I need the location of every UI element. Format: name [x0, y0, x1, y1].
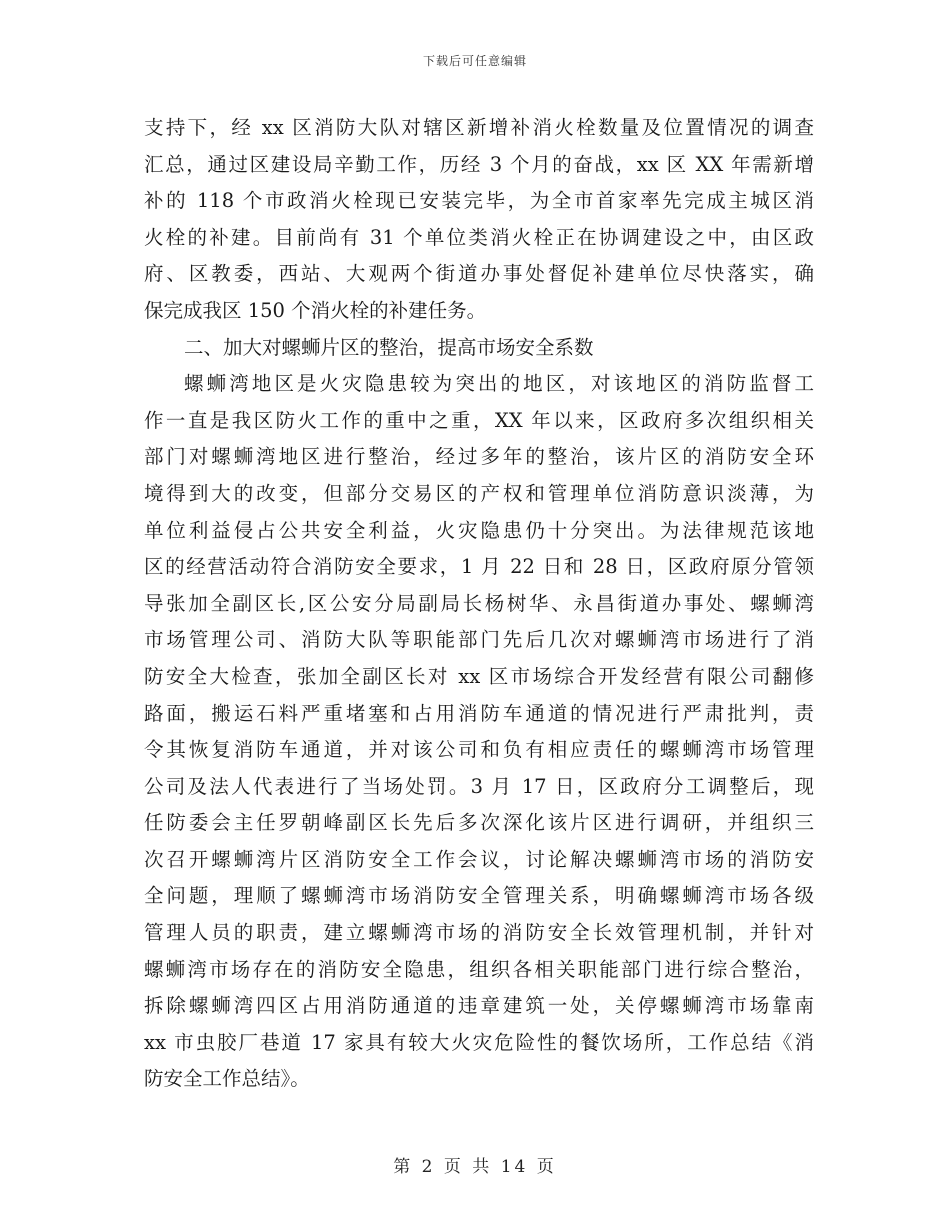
text-line: 部门对螺蛳湾地区进行整治，经过多年的整治，该片区的消防安全环: [144, 445, 814, 469]
text-line: 汇总，通过区建设局辛勤工作，历经 3 个月的奋战，xx 区 XX 年需新增: [144, 152, 814, 176]
text-line: 火栓的补建。目前尚有 31 个单位类消火栓正在协调建设之中，由区政: [144, 225, 814, 249]
text-line: 区的经营活动符合消防安全要求，1 月 22 日和 28 日，区政府原分管领: [144, 555, 814, 579]
text-line: 令其恢复消防车通道，并对该公司和负有相应责任的螺蛳湾市场管理: [144, 738, 814, 762]
document-body: [144, 110, 814, 1098]
text-line: 单位利益侵占公共安全利益，火灾隐患仍十分突出。为法律规范该地: [144, 518, 814, 542]
paragraph-luosiwan-rectification: [144, 366, 814, 1098]
text-line: 任防委会主任罗朝峰副区长先后多次深化该片区进行调研，并组织三: [144, 811, 814, 835]
text-line: 支持下，经 xx 区消防大队对辖区新增补消火栓数量及位置情况的调查: [144, 116, 814, 139]
page-header: 下载后可任意编辑: [422, 54, 527, 68]
text-line: 府、区教委，西站、大观两个街道办事处督促补建单位尽快落实，确: [144, 262, 814, 286]
text-line: xx 市虫胶厂巷道 17 家具有较大火灾危险性的餐饮场所，工作总结《消: [144, 1030, 814, 1054]
text-line: 境得到大的改变，但部分交易区的产权和管理单位消防意识淡薄，为: [144, 481, 814, 505]
text-line: 导张加全副区长,区公安分局副局长杨树华、永昌街道办事处、螺蛳湾: [144, 591, 814, 615]
text-line: 全问题，理顺了螺蛳湾市场消防安全管理关系，明确螺蛳湾市场各级: [144, 884, 814, 908]
text-line: 作一直是我区防火工作的重中之重，XX 年以来，区政府多次组织相关: [144, 408, 814, 432]
text-line: 路面，搬运石料严重堵塞和占用消防车通道的情况进行严肃批判，责: [144, 701, 814, 725]
page-number: 第 2 页 共 14 页: [393, 1157, 557, 1177]
text-line: 次召开螺蛳湾片区消防安全工作会议，讨论解决螺蛳湾市场的消防安: [144, 847, 814, 871]
text-line: 螺蛳湾市场存在的消防安全隐患，组织各相关职能部门进行综合整治，: [144, 957, 814, 981]
paragraph-hydrant-construction: [144, 110, 814, 330]
text-line: 拆除螺蛳湾四区占用消防通道的违章建筑一处，关停螺蛳湾市场靠南: [144, 994, 814, 1018]
text-line: 保完成我区 150 个消火栓的补建任务。: [144, 298, 487, 322]
text-line: 防安全大检查，张加全副区长对 xx 区市场综合开发经营有限公司翻修: [144, 664, 814, 688]
text-line: 公司及法人代表进行了当场处罚。3 月 17 日，区政府分工调整后，现: [144, 774, 814, 798]
section-heading: 二、加大对螺蛳片区的整治，提高市场安全系数: [184, 335, 594, 359]
text-line: 补的 118 个市政消火栓现已安装完毕，为全市首家率先完成主城区消: [144, 189, 814, 213]
text-line: 市场管理公司、消防大队等职能部门先后几次对螺蛳湾市场进行了消: [144, 628, 814, 652]
text-line: 管理人员的职责，建立螺蛳湾市场的消防安全长效管理机制，并针对: [144, 921, 814, 945]
text-line: 螺蛳湾地区是火灾隐患较为突出的地区，对该地区的消防监督工: [184, 372, 814, 396]
text-line: 防安全工作总结》。: [144, 1067, 310, 1091]
